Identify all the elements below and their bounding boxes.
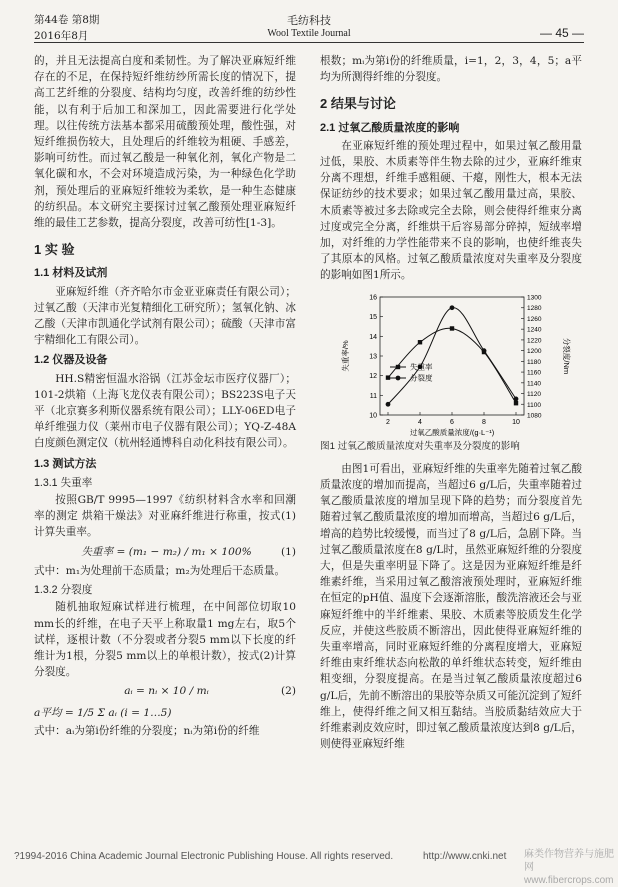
y-left-tick-label: 10 — [369, 412, 377, 420]
y-right-tick-label: 1120 — [527, 390, 541, 398]
y-right-tick-label: 1140 — [527, 379, 541, 387]
data-point-weight-loss — [418, 340, 422, 344]
y-left-tick-label: 12 — [369, 372, 377, 380]
section-heading-experiment: 1 实 验 — [34, 242, 75, 258]
y-left-tick-label: 15 — [369, 313, 377, 321]
y-right-tick-label: 1220 — [527, 337, 542, 345]
right-column — [320, 53, 582, 753]
data-point-split-degree — [450, 305, 455, 310]
x-tick-label: 4 — [418, 418, 422, 426]
data-point-split-degree — [514, 396, 519, 401]
concentration-paragraph: 在亚麻短纤维的预处理过程中，如果过氧乙酸用量过低，果胶、木质素等伴生物去除的过少，亚麻纤维束分离不理想，纤维手感粗硬、干瘪，刚性大，根本无法保证纺纱的技术要求；如果过氧乙酸用量过高，果胶、木质素等被过多去除或完全去除，则会使得纤维束分离过度或完全分离，纤维烘干后容易部分碎掉，短绒率增加，对纤维的力学性能带来不良的影响，也使纤维丧失了其原本的风格。过氧乙酸质量浓度对失重率及分裂度的影响如图1所示。 — [320, 139, 582, 282]
figure-discussion-paragraph: 由图1可看出，亚麻短纤维的失重率先随着过氧乙酸质量浓度的增加而提高，当超过6 g/L后，失重率随着过氧乙酸质量浓度的增加呈现下降的趋势；而分裂度首先随着过氧乙酸质量浓度的增加而增高，当超过6 g/L后，增高的趋势比较缓慢，而当过了8 g/L后，急剧下降。当过氧乙酸质量浓度在8 g/L时，虽然亚麻短纤维的分裂度大，但是失重率明显下降了。这是因为亚麻短纤维是纤维素纤维，当采用过氧乙酸溶液预处理时，亚麻短纤维在恒定的pH值、温度下会逐渐溶胀，酸洗溶液还会与亚麻短纤维中的半纤维素、果胶、木质素等胶质发生化学反应，并使这些胶质不断溶出，因此使得亚麻短纤维的失重率增高，同时亚麻短纤维的分离程度增大，亚麻短纤维由束纤维状态向松散的单纤维状态转变，短纤维由粗变细，分裂度提高。在是当过氧乙酸质量浓度超过6 g/L后，先前不断溶出的果胶等杂质又可能沉淀到了短纤维上，使得纤维之间又相互黏结。当胶质黏结效应大于纤维素剥皮效应时，即过氧乙酸质量浓度达到8 g/L后，则使得亚麻短纤维 — [320, 462, 582, 751]
subsection-instruments: 1.2 仪器及设备 — [34, 354, 108, 367]
split-degree-paragraph: 随机抽取短麻试样进行梳理，在中间部位切取10 mm长的纤维，在电子天平上称取量1 mg左右，取5个试样，逐根计数（不分裂或者分裂5 mm以下长度的纤维计为1根，分裂5 mm以上的单根计数），按式(2)计算分裂度。 — [34, 601, 296, 679]
equation-1-legend: 式中：m₁为处理前干态质量；m₂为处理后干态质量。 — [34, 564, 286, 577]
data-point-weight-loss — [514, 401, 518, 405]
subsection-materials: 1.1 材料及试剂 — [34, 267, 108, 280]
header-rule — [34, 42, 584, 43]
x-tick-label: 10 — [512, 418, 520, 426]
materials-paragraph: 亚麻短纤维（齐齐哈尔市金亚亚麻责任有限公司）；过氧乙酸（天津市光复精细化工研究所）；氢氧化钠、冰乙酸（天津市凯通化学试剂有限公司）；硫酸（天津市富宇精细化工有限公司）。 — [34, 285, 296, 347]
journal-title-cn: 毛纺科技 — [287, 14, 331, 27]
intro-paragraph: 的，并且无法提高白度和柔韧性。为了解决亚麻短纤维存在的不足，在保持短纤维纺纱所需长度的情况下，提高工艺纤维的分裂度、结构均匀度，改善纤维的纺纱性能，以有利于后加工和深加工，因此需要进行化学处理。以往传统方法基本都采用硫酸预处理，酸性强，对短纤维损伤较大，且处理后的纤维较为粗硬、手感差，影响可纺性。而过氧乙酸是一种氧化剂，氧化产物是二氧化碳和水，不会对环境造成污染，为一种绿色化学助剂，预处理后的亚麻短纤维较为柔软，是一种生态健康的纺织品。本文研究主要探讨过氧乙酸预处理亚麻短纤维的最佳工艺参数，提高分裂度，改善可纺性[1-3]。 — [34, 55, 296, 230]
equation-2-number: (2) — [280, 685, 296, 698]
continued-paragraph: 根数；mᵢ为第i份的纤维质量，i=1，2，3，4，5；a平均为所测得纤维的分裂度。 — [320, 55, 582, 84]
y-right-tick-label: 1280 — [527, 304, 542, 312]
equation-2 — [34, 680, 296, 702]
y-right-tick-label: 1180 — [527, 358, 541, 366]
y-right-tick-label: 1300 — [527, 294, 542, 302]
journal-title-en: Wool Textile Journal — [267, 28, 351, 39]
y-left-tick-label: 14 — [369, 333, 377, 341]
y-right-tick-label: 1240 — [527, 326, 542, 334]
issue-date: 2016年8月 — [34, 30, 89, 42]
x-tick-label: 8 — [482, 418, 486, 426]
y-left-axis-label: 失重率/% — [341, 340, 350, 372]
y-left-tick-label: 13 — [369, 353, 377, 361]
y-left-tick-label: 16 — [369, 294, 377, 302]
equation-2a-expression: aᵢ = nᵢ × 10 / mᵢ — [124, 685, 209, 698]
watermark-line-2: www.fibercrops.com — [524, 875, 614, 886]
y-right-tick-label: 1160 — [527, 369, 541, 377]
subsection-test-methods: 1.3 测试方法 — [34, 457, 97, 470]
left-column — [34, 53, 296, 739]
series-line-split-degree — [388, 307, 516, 404]
data-point-weight-loss — [386, 375, 390, 379]
footer-url: http://www.cnki.net — [423, 851, 507, 862]
y-right-tick-label: 1100 — [527, 401, 541, 409]
y-right-axis-label: 分裂度/Nm — [562, 337, 571, 374]
data-point-split-degree — [386, 402, 391, 407]
subsection-concentration-effect: 2.1 过氧乙酸质量浓度的影响 — [320, 121, 460, 134]
figure-1 — [320, 287, 582, 437]
y-right-tick-label: 1200 — [527, 347, 542, 355]
plot-frame — [380, 297, 524, 415]
data-point-weight-loss — [450, 326, 454, 330]
page-number: — 45 — — [539, 26, 584, 40]
x-tick-label: 2 — [386, 418, 390, 426]
series-line-weight-loss — [388, 328, 516, 403]
y-right-tick-label: 1260 — [527, 315, 542, 323]
equation-2-legend: 式中：aᵢ为第i份纤维的分裂度；nᵢ为第i份的纤维 — [34, 724, 260, 737]
data-point-split-degree — [482, 348, 487, 353]
equation-1-number: (1) — [280, 545, 296, 558]
legend-marker-split-degree — [396, 375, 401, 380]
vol-issue: 第44卷 第8期 — [34, 14, 100, 26]
weight-loss-paragraph: 按照GB/T 9995—1997《纺织材料含水率和回潮率的测定 烘箱干燥法》对亚麻纤维进行称重，按式(1)计算失重率。 — [34, 494, 296, 539]
legend-label-weight-loss: 失重率 — [410, 362, 433, 372]
page-header — [0, 10, 618, 56]
instruments-paragraph: HH.S精密恒温水浴锅（江苏金坛市医疗仪器厂）；101-2烘箱（上海飞龙仪表有限公司）；BS223S电子天平（北京赛多利斯仪器系统有限公司）；LLY-06ED电子单纤维强力仪（莱州市电子仪器有限公司）；YQ-Z-48A白度颜色测定仪（杭州轻通博科自动化科技有限公司）。 — [34, 372, 296, 450]
copyright-notice: ?1994-2016 China Academic Journal Electronic Publishing House. All rights reserved. — [14, 851, 394, 862]
subsubsection-weight-loss: 1.3.1 失重率 — [34, 476, 93, 489]
watermark — [524, 848, 618, 887]
equation-2b-expression: a平均 = 1/5 Σ aᵢ (i = 1…5) — [34, 706, 172, 719]
x-axis-label: 过氧乙酸质量浓度/(g·L⁻¹) — [409, 427, 495, 437]
subsubsection-split-degree: 1.3.2 分裂度 — [34, 584, 93, 597]
y-right-tick-label: 1080 — [527, 412, 542, 420]
figure-1-chart — [320, 287, 582, 437]
x-tick-label: 6 — [450, 418, 454, 426]
watermark-line-1: 麻类作物营养与施肥网 — [524, 849, 614, 873]
y-left-tick-label: 11 — [369, 392, 377, 400]
legend-label-split-degree: 分裂度 — [410, 373, 433, 383]
equation-1 — [34, 541, 296, 563]
equation-1-expression: 失重率 = (m₁ − m₂) / m₁ × 100% — [81, 545, 252, 558]
section-heading-results: 2 结果与讨论 — [320, 96, 396, 112]
figure-1-caption: 图1 过氧乙酸质量浓度对失重率及分裂度的影响 — [320, 440, 520, 452]
legend-marker-weight-loss — [396, 364, 400, 368]
